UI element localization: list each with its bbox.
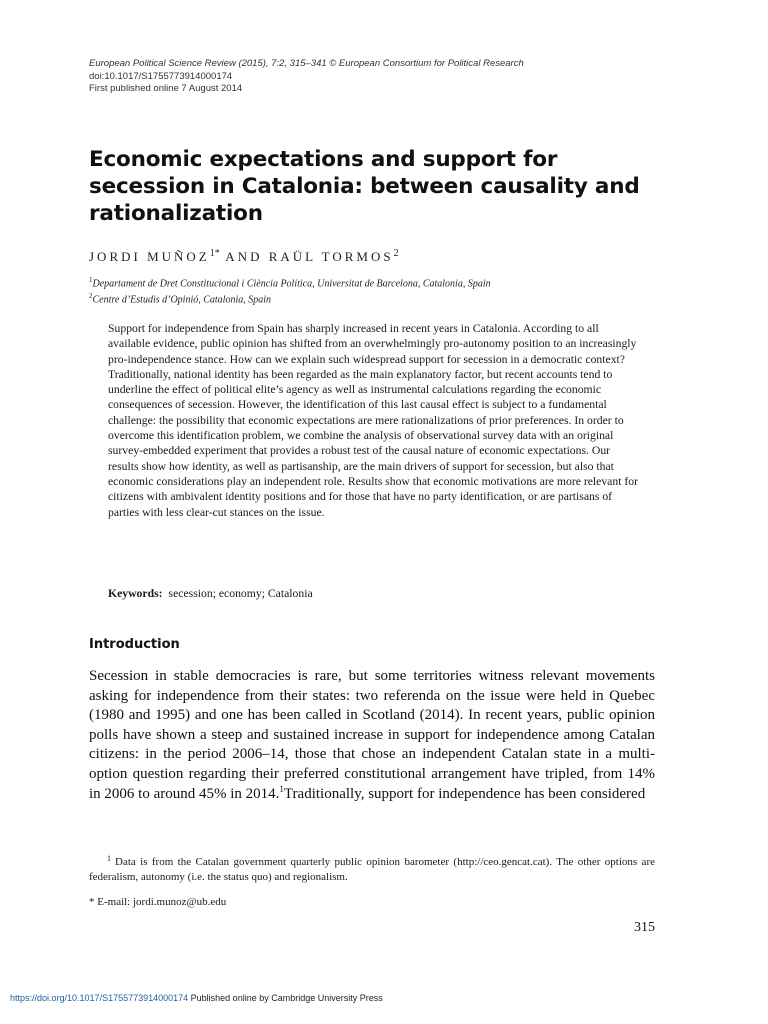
footnote-number: 1 (107, 854, 111, 863)
author-marker: 1* (209, 248, 220, 259)
author-conjunction: AND (225, 249, 263, 264)
body-paragraph: Secession in stable democracies is rare, but some territories witness relevant movements asking for independence from their states: two referenda on the issue were held in Quebec (1980 and 1995) and one has been called in Scotland (2014). In recent years, public opinion polls have shown a steep and sustained increase in support for independence among Catalan citizens: in the period 2006–14, those that chose an independent Catalan state in a multi-option question regarding their preferred constitutional arrangement have tripled, from 14% in 2006 to around 45% in 2014.$^1$Traditionally, support for independence has been considered (89, 668, 655, 802)
corresponding-email: * E-mail: jordi.munoz@ub.edu (89, 896, 227, 908)
page-number: 315 (634, 920, 655, 935)
author-name: JORDI MUÑOZ (89, 249, 210, 264)
affiliation-2: $^2$Centre d’Estudis d’Opinió, Catalonia, Spain (89, 292, 272, 306)
cambridge-footer (10, 993, 383, 1003)
abstract: Support for independence from Spain has sharply increased in recent years in Catalonia. According to all available evidence, public opinion has shifted from an overwhelmingly pro-autonomy position to an increasingly pro-independence stance. How can we explain such widespread support for secession in a democratic context? Traditionally, national identity has been regarded as the main explanatory factor, but recent accounts tend to underline the effect of political elite’s agency as well as instrumental calculations regarding the economic consequences of secession. However, the identification of this last causal effect is subject to a fundamental challenge: the possibility that economic expectations are mere rationalizations of prior preferences. In order to overcome this identification problem, we combine the analysis of observational survey data with an original survey-embedded experiment that provides a robust test of the causal nature of economic expectations. Our results show how identity, as well as partisanship, are the main drivers of support for secession, but also that economic considerations play an independent role. Results show that economic motivations are more relevant for citizens with ambivalent identity positions and for those that have no party identification, or are partisans of parties with less clear-cut stances on the issue. (108, 322, 639, 519)
author-line (89, 248, 399, 265)
author-name: RAÜL TORMOS (268, 249, 394, 264)
footnote-ref[interactable]: 1 (279, 783, 284, 794)
doi-link[interactable]: https://doi.org/10.1017/S1755773914000174 (10, 993, 189, 1003)
publication-date: First published online 7 August 2014 (89, 83, 243, 94)
affiliation-1: $^1$Departament de Dret Constitucional i Ciència Política, Universitat de Barcelona, Catalonia, Spain (89, 276, 491, 290)
footnote: $^1$ Data is from the Catalan government quarterly public opinion barometer (http://ceo.gencat.cat). The other options are federalism, autonomy (i.e. the status quo) and regionalism. (89, 854, 655, 883)
section-heading: Introduction (89, 637, 180, 652)
publisher-note: Published online by Cambridge University Press (188, 993, 383, 1003)
keywords-label: Keywords: (108, 587, 163, 600)
keywords (108, 587, 313, 600)
article-doi: doi:10.1017/S1755773914000174 (89, 70, 233, 82)
keywords-value: secession; economy; Catalonia (168, 587, 313, 600)
affiliations (89, 274, 679, 307)
journal-citation: European Political Science Review (2015), 7:2, 315–341 © European Consortium for Political Research (89, 58, 524, 69)
article-title: Economic expectations and support for secession in Catalonia: between causality and rationalization (89, 147, 640, 226)
author-marker: 2 (393, 248, 399, 259)
journal-header (89, 58, 669, 96)
